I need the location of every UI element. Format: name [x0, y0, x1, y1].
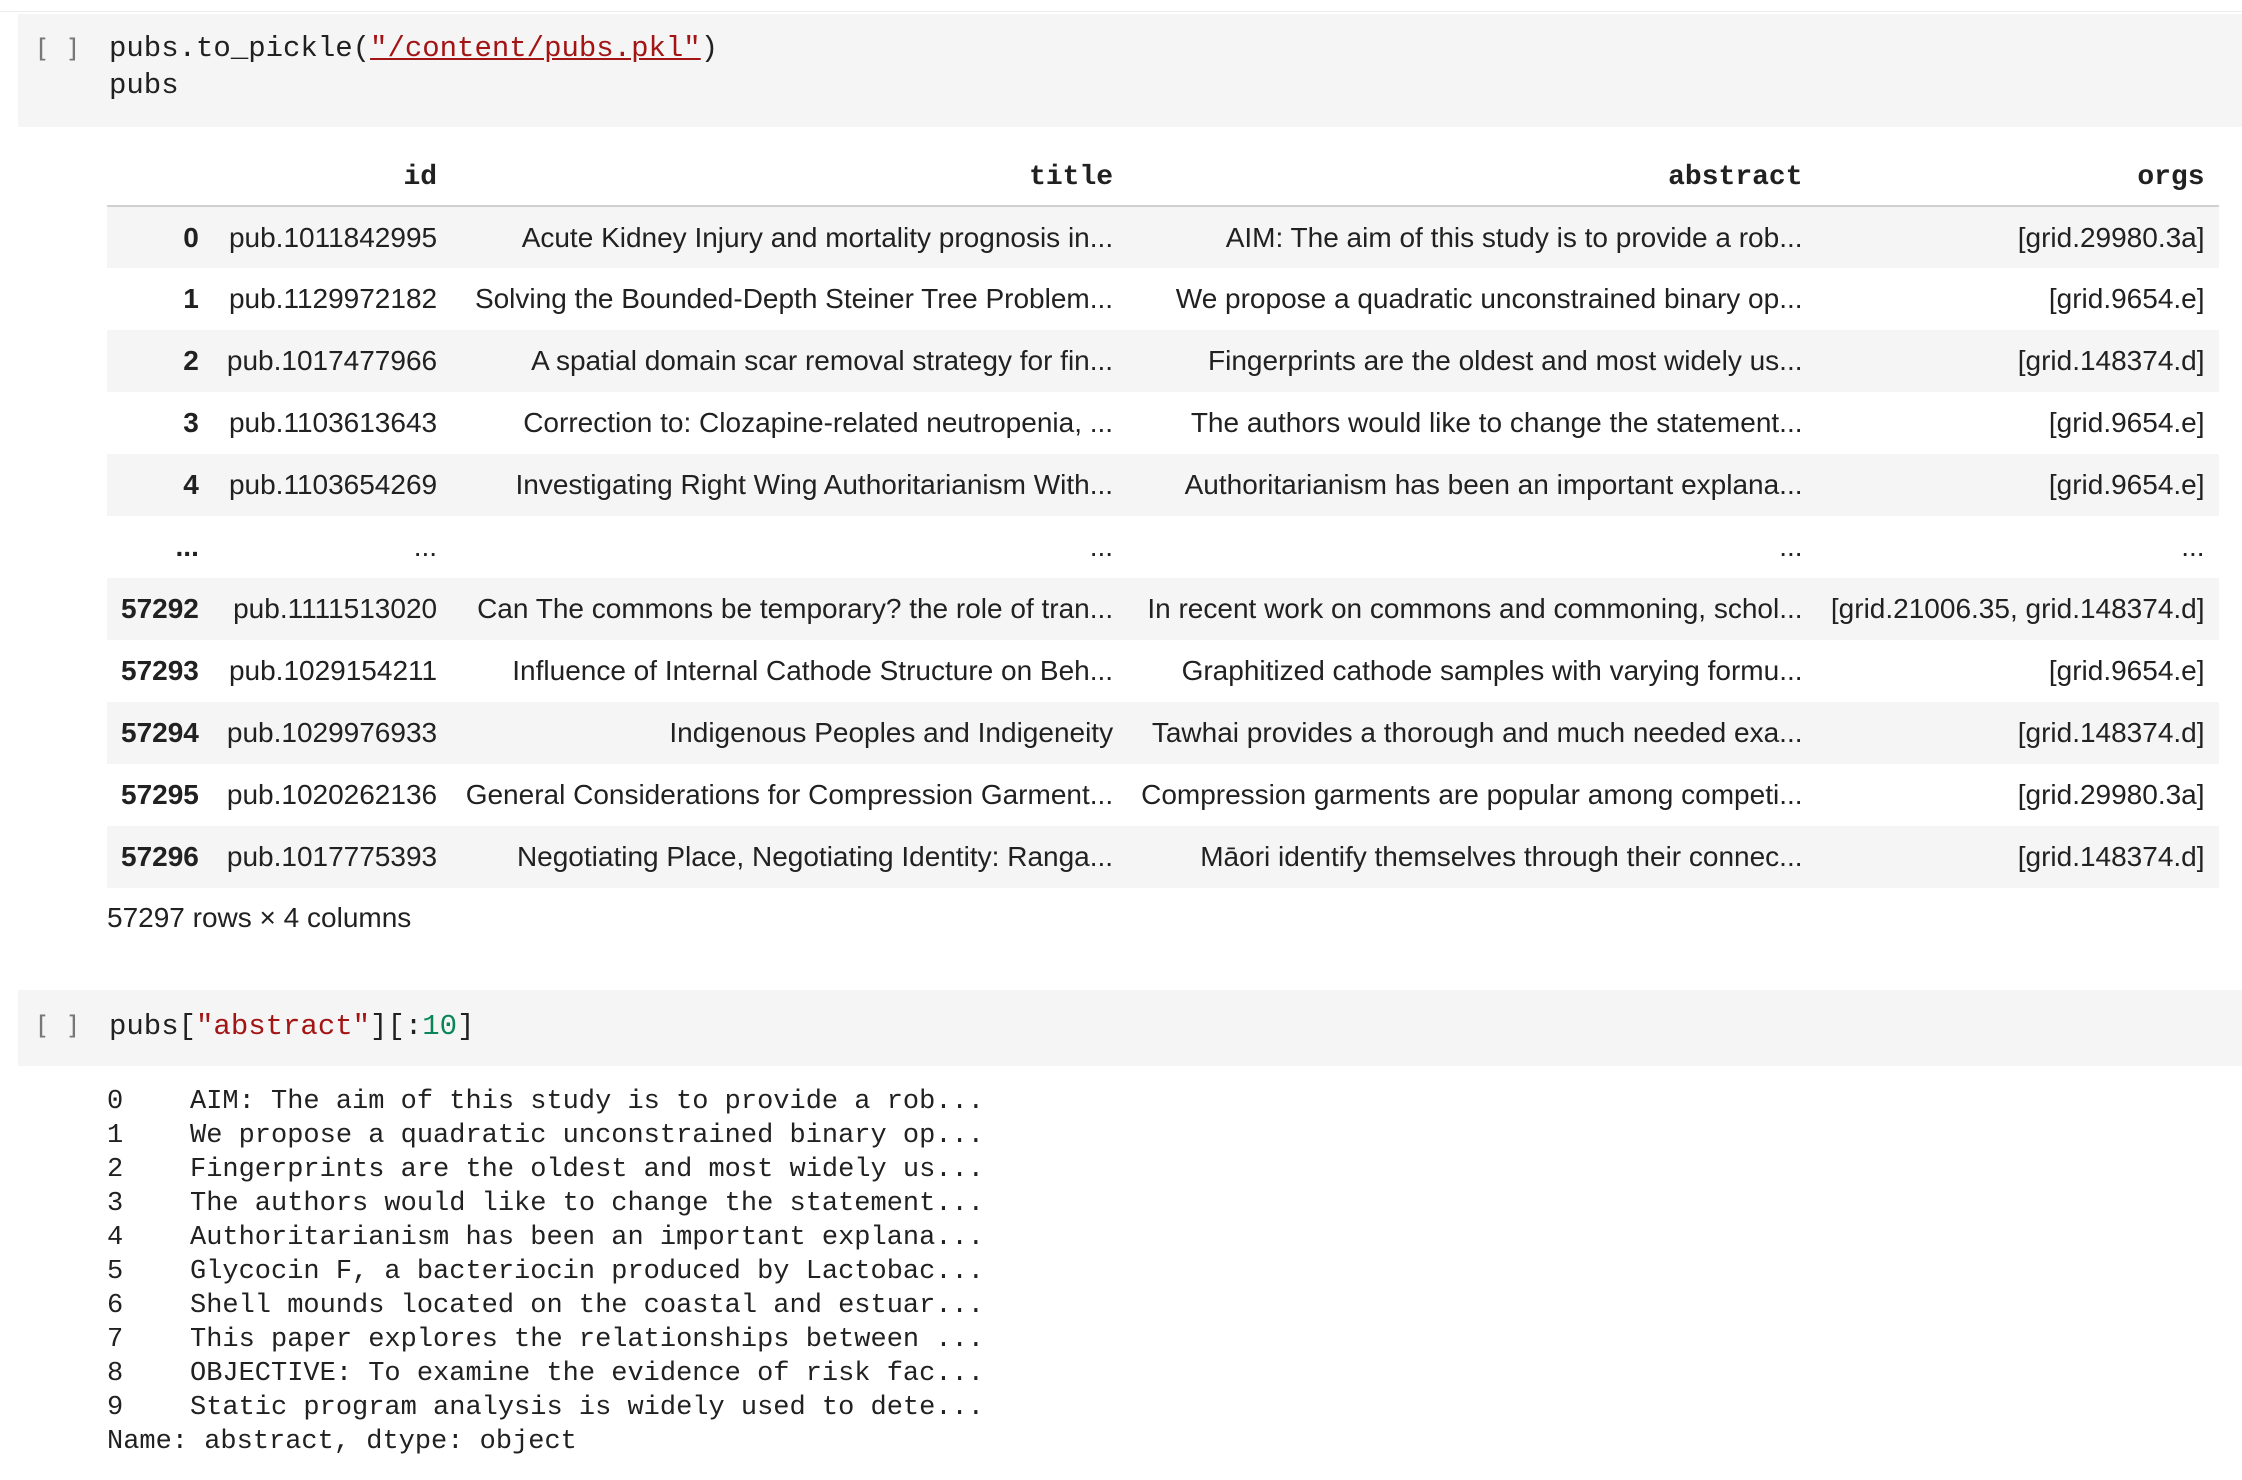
table-row [107, 826, 2219, 888]
row-index: ... [175, 531, 199, 562]
table-row [107, 268, 2219, 330]
series-row [107, 1085, 984, 1119]
code-editor[interactable] [109, 30, 718, 104]
cell-orgs: [grid.9654.e] [2048, 655, 2205, 686]
series-index: 2 [107, 1155, 124, 1185]
cell-id: pub.1029154211 [228, 655, 438, 686]
run-cell-button[interactable]: [ ] [34, 34, 81, 64]
cell-title: Indigenous Peoples and Indigeneity [669, 717, 1114, 748]
row-index: 57296 [121, 841, 199, 872]
run-cell-button[interactable]: [ ] [34, 1011, 81, 1041]
series-index: 5 [107, 1257, 124, 1287]
table-row [107, 764, 2219, 826]
cell-id: pub.1103654269 [228, 469, 438, 500]
series-row [107, 1187, 984, 1221]
series-row [107, 1153, 984, 1187]
series-value: Fingerprints are the oldest and most widely us... [190, 1155, 984, 1185]
code-text: pubs [109, 69, 179, 102]
cell-abstract: The authors would like to change the statement... [1190, 407, 1803, 438]
code-string: "abstract" [196, 1010, 371, 1043]
table-row-ellipsis [107, 516, 2219, 578]
series-index: 1 [107, 1121, 124, 1151]
dataframe-shape-caption: 57297 rows × 4 columns [107, 902, 412, 933]
cell-orgs: [grid.9654.e] [2048, 283, 2205, 314]
row-index: 2 [183, 345, 199, 376]
cell-id: pub.1017775393 [226, 841, 438, 872]
cell-title: Acute Kidney Injury and mortality prognosis in... [521, 221, 1114, 253]
column-header-orgs: orgs [1817, 150, 2219, 206]
cell-abstract: Māori identify themselves through their connec... [1200, 841, 1803, 872]
cell-abstract: Authoritarianism has been an important explana... [1184, 469, 1803, 500]
dataframe-output [107, 150, 2219, 888]
code-number: 10 [422, 1010, 458, 1043]
row-index: 57293 [121, 655, 199, 686]
cell-title: A spatial domain scar removal strategy for fin... [531, 345, 1114, 376]
cell-id: ... [413, 531, 438, 562]
cell-title: Investigating Right Wing Authoritarianism With... [515, 469, 1114, 500]
code-cell-1[interactable] [18, 14, 2242, 127]
table-header-row [107, 150, 2219, 206]
series-index: 3 [107, 1189, 124, 1219]
cell-id: pub.1129972182 [228, 283, 438, 314]
series-index: 7 [107, 1325, 124, 1355]
file-path-link[interactable]: "/content/pubs.pkl" [370, 32, 701, 65]
series-value: Glycocin F, a bacteriocin produced by Lactobac... [190, 1257, 984, 1287]
column-header-id: id [213, 150, 451, 206]
cell-orgs: [grid.21006.35, grid.148374.d] [1830, 593, 2205, 624]
series-index: 0 [107, 1087, 124, 1117]
notebook-top-divider [0, 0, 2242, 12]
code-cell-2[interactable] [18, 990, 2242, 1066]
row-index: 0 [183, 221, 199, 253]
series-row [107, 1289, 984, 1323]
series-footer: Name: abstract, dtype: object [107, 1427, 577, 1457]
code-text: pubs[ [109, 1010, 197, 1043]
cell-orgs: [grid.9654.e] [2048, 407, 2205, 438]
cell-abstract: In recent work on commons and commoning, schol... [1147, 593, 1803, 624]
cell-orgs: [grid.29980.3a] [2017, 779, 2205, 810]
cell-id: pub.1029976933 [226, 717, 438, 748]
cell-id: pub.1111513020 [233, 593, 438, 624]
cell-title: Negotiating Place, Negotiating Identity: Ranga... [516, 841, 1114, 872]
series-row [107, 1357, 984, 1391]
table-row [107, 578, 2219, 640]
series-row [107, 1119, 984, 1153]
series-index: 8 [107, 1359, 124, 1389]
series-index: 6 [107, 1291, 124, 1321]
code-editor[interactable] [109, 1008, 474, 1045]
row-index: 57295 [121, 779, 199, 810]
series-row [107, 1221, 984, 1255]
cell-title: Can The commons be temporary? the role of tran... [477, 593, 1114, 624]
series-index: 4 [107, 1223, 124, 1253]
cell-abstract: Graphitized cathode samples with varying formu... [1181, 655, 1803, 686]
cell-abstract: Fingerprints are the oldest and most widely us... [1208, 345, 1803, 376]
code-text: ][: [370, 1010, 423, 1043]
row-index: 3 [183, 407, 199, 438]
row-index: 57292 [121, 593, 199, 624]
cell-orgs: [grid.9654.e] [2048, 469, 2205, 500]
cell-title: General Considerations for Compression Garment... [465, 779, 1114, 810]
series-index: 9 [107, 1393, 124, 1423]
cell-orgs: [grid.29980.3a] [2017, 221, 2205, 253]
series-value: Static program analysis is widely used to dete... [190, 1393, 984, 1423]
series-value: The authors would like to change the statement... [190, 1189, 984, 1219]
series-row [107, 1391, 984, 1425]
series-value: This paper explores the relationships between ... [190, 1325, 984, 1355]
cell-abstract: ... [1779, 531, 1803, 562]
cell-title: Influence of Internal Cathode Structure on Beh... [512, 655, 1114, 686]
cell-abstract: AIM: The aim of this study is to provide a rob... [1225, 221, 1803, 253]
series-value: We propose a quadratic unconstrained binary op... [190, 1121, 984, 1151]
row-index: 57294 [121, 717, 199, 748]
cell-orgs: ... [2181, 531, 2205, 562]
column-header-title: title [451, 150, 1127, 206]
series-row [107, 1323, 984, 1357]
series-output [107, 1085, 984, 1459]
series-row [107, 1255, 984, 1289]
table-row [107, 330, 2219, 392]
series-value: Authoritarianism has been an important explana... [190, 1223, 984, 1253]
table-row [107, 392, 2219, 454]
cell-id: pub.1020262136 [226, 779, 438, 810]
table-row [107, 640, 2219, 702]
series-value: OBJECTIVE: To examine the evidence of risk fac... [190, 1359, 984, 1389]
cell-abstract: Compression garments are popular among competi... [1141, 779, 1803, 810]
table-row [107, 702, 2219, 764]
cell-orgs: [grid.148374.d] [2017, 345, 2205, 376]
cell-orgs: [grid.148374.d] [2017, 841, 2205, 872]
code-text: ] [457, 1010, 475, 1043]
cell-id: pub.1017477966 [226, 345, 438, 376]
cell-abstract: We propose a quadratic unconstrained binary op... [1175, 283, 1803, 314]
cell-orgs: [grid.148374.d] [2017, 717, 2205, 748]
code-text: ) [700, 32, 719, 65]
series-value: Shell mounds located on the coastal and estuar... [190, 1291, 984, 1321]
cell-title: ... [1089, 531, 1114, 562]
cell-abstract: Tawhai provides a thorough and much needed exa... [1151, 717, 1803, 748]
code-text: pubs.to_pickle( [109, 32, 371, 65]
series-value: AIM: The aim of this study is to provide a rob... [190, 1087, 984, 1117]
row-index: 1 [183, 283, 199, 314]
column-header-abstract: abstract [1127, 150, 1816, 206]
column-header-index [107, 150, 213, 206]
cell-title: Solving the Bounded-Depth Steiner Tree Problem... [474, 283, 1114, 314]
table-row [107, 206, 2219, 268]
cell-title: Correction to: Clozapine-related neutropenia, ... [523, 407, 1114, 438]
cell-id: pub.1011842995 [228, 221, 438, 253]
cell-id: pub.1103613643 [228, 407, 438, 438]
table-row [107, 454, 2219, 516]
row-index: 4 [183, 469, 199, 500]
